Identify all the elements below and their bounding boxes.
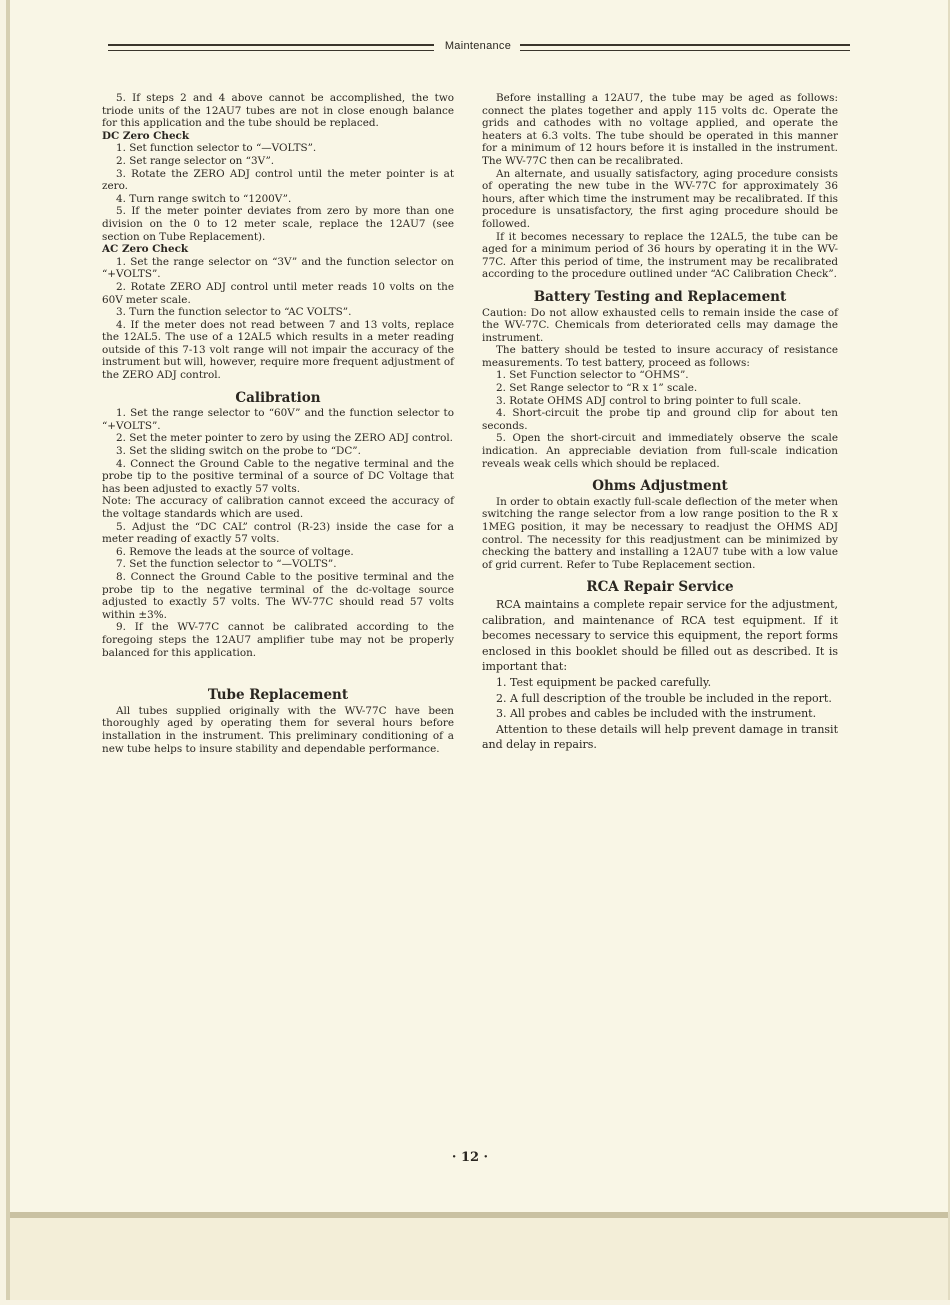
running-header bbox=[108, 40, 850, 56]
battery-caution: Caution: Do not allow exhausted cells to remain inside the case of the WV-77C. Chemicals from deteriorated cells may damage the instrument. bbox=[482, 306, 838, 344]
battery-step: 1. Set Function selector to “OHMS”. bbox=[496, 369, 689, 382]
tube-replacement-text: All tubes supplied originally with the WV-77C have been thoroughly aged by operating them for several hours before installation in the instrument. This preliminary conditioning of a new tube helps to insure stability and dependable performance. bbox=[102, 704, 454, 755]
section-gap bbox=[102, 659, 454, 689]
calibration-step: 6. Remove the leads at the source of voltage. bbox=[116, 545, 354, 558]
rca-repair-item: 1. Test equipment be packed carefully. bbox=[496, 675, 712, 689]
heading-battery-testing: Battery Testing and Replacement bbox=[533, 288, 787, 305]
dc-step: 4. Turn range switch to “1200V”. bbox=[116, 192, 292, 205]
dc-step: 3. Rotate the ZERO ADJ control until the meter pointer is at zero. bbox=[102, 167, 454, 193]
calibration-step: 1. Set the range selector to “60V” and the function selector to “+VOLTS”. bbox=[102, 407, 454, 432]
calibration-step: 2. Set the meter pointer to zero by using the ZERO ADJ control. bbox=[116, 432, 453, 445]
calibration-step: 9. If the WV-77C cannot be calibrated according to the foregoing steps the 12AU7 amplifier tube may not be properly balanced for this application. bbox=[102, 621, 454, 659]
ac-step: 4. If the meter does not read between 7 and 13 volts, replace the 12AL5. The use of a 12AL5 which results in a meter reading outside of this 7-13 volt range will not impair the accuracy of the instrument but will, however, require more frequent adjustment of the ZERO ADJ control. bbox=[102, 318, 454, 382]
calibration-step: 5. Adjust the “DC CAL” control (R-23) inside the case for a meter reading of exactly 57 volts. bbox=[102, 520, 454, 546]
header-rule-left bbox=[108, 44, 434, 51]
heading-dc-zero-check: DC Zero Check bbox=[102, 129, 190, 142]
heading-calibration: Calibration bbox=[235, 389, 321, 406]
header-title: Maintenance bbox=[444, 40, 512, 52]
battery-step: 3. Rotate OHMS ADJ control to bring pointer to full scale. bbox=[496, 394, 802, 407]
dc-step: 2. Set range selector on “3V”. bbox=[116, 154, 275, 167]
aging-paragraph: Before installing a 12AU7, the tube may be aged as follows: connect the plates together and apply 115 volts dc. Operate the grids and cathodes with no voltage applied, and operate the heaters at 6.3 volts. The tube should be operated in this manner for a minimum of 12 hours before it is installed in the instrument. The WV-77C then can be recalibrated. bbox=[482, 92, 838, 167]
battery-step: 2. Set Range selector to “R x 1” scale. bbox=[496, 382, 698, 395]
calibration-step: 3. Set the sliding switch on the probe to “DC”. bbox=[116, 445, 361, 458]
battery-step: 5. Open the short-circuit and immediately observe the scale indication. An appreciable deviation from full-scale indication reveals weak cells which should be replaced. bbox=[482, 432, 838, 470]
battery-intro: The battery should be tested to insure accuracy of resistance measurements. To test battery, proceed as follows: bbox=[482, 344, 838, 369]
ac-step: 2. Rotate ZERO ADJ control until meter reads 10 volts on the 60V meter scale. bbox=[102, 280, 454, 306]
heading-ac-zero-check: AC Zero Check bbox=[102, 243, 189, 256]
calibration-step: 7. Set the function selector to “—VOLTS”. bbox=[116, 558, 337, 571]
calibration-note: Note: The accuracy of calibration cannot exceed the accuracy of the voltage standards which are used. bbox=[102, 495, 454, 520]
battery-step: 4. Short-circuit the probe tip and ground clip for about ten seconds. bbox=[482, 407, 838, 432]
ac-step: 1. Set the range selector on “3V” and the function selector on “+VOLTS”. bbox=[102, 255, 454, 281]
rca-repair-closing: Attention to these details will help prevent damage in transit and delay in repairs. bbox=[482, 722, 838, 752]
calibration-step: 8. Connect the Ground Cable to the positive terminal and the probe tip to the negative terminal of the dc-voltage source adjusted to exactly 57 volts. The WV-77C should read 57 volts within ±3%. bbox=[102, 570, 454, 621]
header-rule-right bbox=[520, 44, 850, 51]
paragraph-intro: 5. If steps 2 and 4 above cannot be accomplished, the two triode units of the 12AU7 tubes are not in close enough balance for this application and the tube should be replaced. bbox=[102, 92, 454, 130]
right-column bbox=[482, 92, 838, 753]
rca-repair-block bbox=[482, 597, 838, 753]
rca-repair-text: RCA maintains a complete repair service for the adjustment, calibration, and maintenance of RCA test equipment. If it becomes necessary to service this equipment, the report forms enclosed in this booklet should be filled out as described. It is important that: bbox=[482, 597, 838, 674]
back-cover-strip bbox=[10, 1218, 948, 1300]
ac-step: 3. Turn the function selector to “AC VOLTS”. bbox=[116, 306, 352, 319]
rca-repair-item: 3. All probes and cables be included with the instrument. bbox=[496, 707, 817, 721]
page-number: · 12 · bbox=[451, 1150, 489, 1165]
calibration-step: 4. Connect the Ground Cable to the negative terminal and the probe tip to the positive terminal of a source of DC Voltage that has been adjusted to exactly 57 volts. bbox=[102, 457, 454, 495]
dc-step: 1. Set function selector to “—VOLTS”. bbox=[116, 142, 317, 155]
heading-rca-repair-service: RCA Repair Service bbox=[586, 579, 734, 596]
left-column bbox=[102, 92, 454, 755]
dc-step: 5. If the meter pointer deviates from zero by more than one division on the 0 to 12 meter scale, replace the 12AU7 (see section on Tube Replacement). bbox=[102, 205, 454, 243]
rca-repair-item: 2. A full description of the trouble be included in the report. bbox=[496, 691, 832, 705]
heading-tube-replacement: Tube Replacement bbox=[207, 687, 349, 704]
ohms-adjustment-text: In order to obtain exactly full-scale deflection of the meter when switching the range selector from a low range position to the R x 1MEG position, it may be necessary to readjust the OHMS ADJ control. The necessity for this readjustment can be minimized by checking the battery and installing a 12AU7 tube with a low value of grid current. Refer to Tube Replacement section. bbox=[482, 495, 838, 571]
heading-ohms-adjustment: Ohms Adjustment bbox=[592, 478, 728, 495]
aging-paragraph: If it becomes necessary to replace the 12AL5, the tube can be aged for a minimum period of 36 hours by operating it in the WV-77C. After this period of time, the instrument may be recalibrated according to the procedure outlined under “AC Calibration Check”. bbox=[482, 230, 838, 281]
aging-paragraph: An alternate, and usually satisfactory, aging procedure consists of operating the new tube in the WV-77C for approximately 36 hours, after which time the instrument may be recalibrated. If this procedure is unsatisfactory, the first aging procedure should be followed. bbox=[482, 167, 838, 230]
